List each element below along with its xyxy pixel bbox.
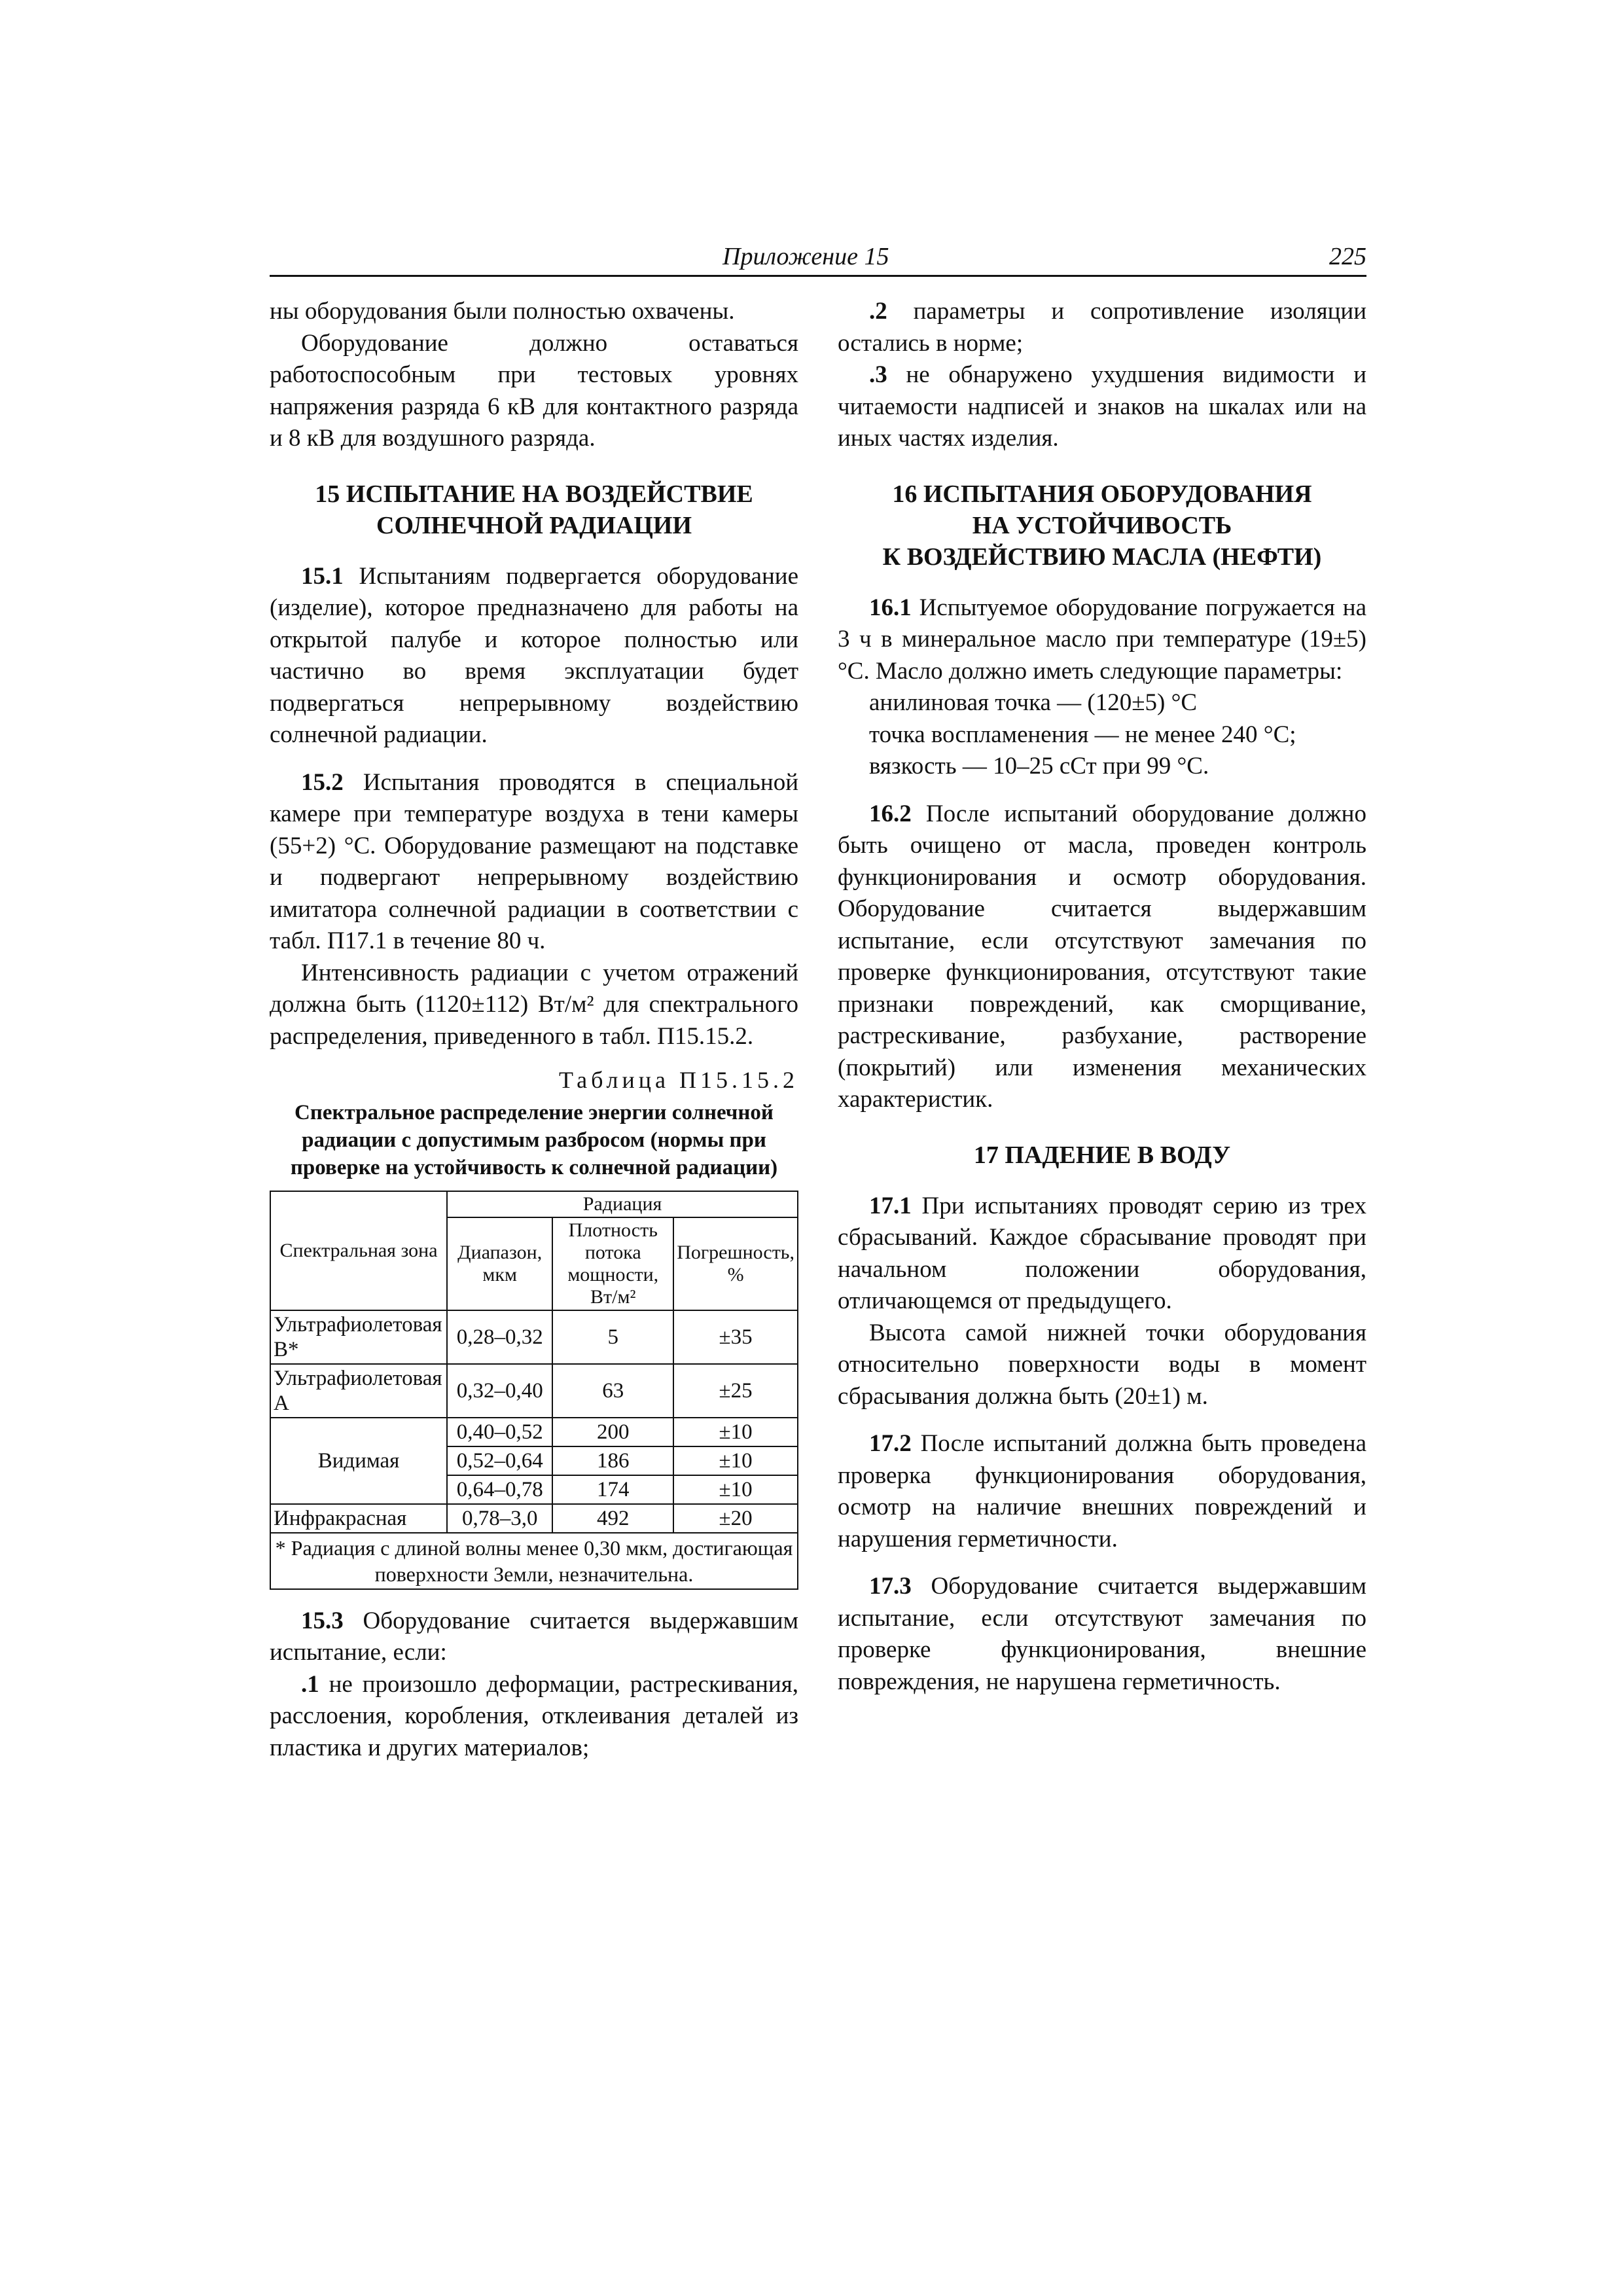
cell-range: 0,78–3,0 xyxy=(447,1504,552,1533)
table-caption: Таблица П15.15.2 xyxy=(559,1067,798,1093)
clause-text: При испытаниях проводят серию из трех сбрасываний. Каждое сбрасывание проводят при начальном положении оборудования, отличающемся от предыдущего. xyxy=(838,1192,1366,1314)
item-text: не обнаружено ухудшения видимости и читаемости надписей и знаков на шкалах или на иных частях изделия. xyxy=(838,361,1366,452)
cell-error: ±20 xyxy=(673,1504,798,1533)
table-footnote: * Радиация с длиной волны менее 0,30 мкм, достигающая поверхности Земли, незначительна. xyxy=(270,1533,798,1589)
table-row xyxy=(270,1418,798,1446)
item-number: .2 xyxy=(869,298,887,325)
cell-density: 63 xyxy=(552,1364,673,1418)
clause-number: 15.1 xyxy=(301,562,344,590)
cell-error: ±25 xyxy=(673,1364,798,1418)
clause-text: После испытаний оборудование должно быть очищено от масла, проведен контроль функционирования и осмотр оборудования. Оборудование считается выдержавшим испытание, если отсутствуют замечания по проверке функционирования, отсутствуют такие признаки повреждений, как сморщивание, растрескивание, разбухание, растворение (покрытий) или изменения механических характеристик. xyxy=(838,800,1366,1113)
cell-error: ±35 xyxy=(673,1310,798,1364)
parameter-flash-point: точка воспламенения — не менее 240 °C; xyxy=(869,721,1296,748)
cell-zone: Инфракрасная xyxy=(270,1504,447,1533)
cell-range: 0,32–0,40 xyxy=(447,1364,552,1418)
right-column xyxy=(838,296,1366,1698)
paragraph: ны оборудования были полностью охвачены. xyxy=(270,298,735,325)
paragraph: Интенсивность радиации с учетом отражений должна быть (1120±112) Вт/м² для спектрального распределения, приведенного в табл. П15.15.2. xyxy=(270,959,798,1050)
cell-error: ±10 xyxy=(673,1418,798,1446)
cell-zone: Ультрафиолетовая А xyxy=(270,1364,447,1418)
left-column xyxy=(270,296,798,1764)
paragraph-17-3 xyxy=(838,1571,1366,1698)
paragraph: Высота самой нижней точки оборудования относительно поверхности воды в момент сбрасывания должна быть (20±1) м. xyxy=(838,1319,1366,1410)
header-radiation: Радиация xyxy=(447,1191,798,1217)
item-number: .1 xyxy=(301,1670,319,1698)
cell-error: ±10 xyxy=(673,1446,798,1475)
cell-error: ±10 xyxy=(673,1475,798,1504)
list-item xyxy=(838,359,1366,455)
header-range: Диапазон, мкм xyxy=(447,1217,552,1310)
item-text: параметры и сопротивление изоляции остались в норме; xyxy=(838,298,1366,357)
heading-line: К ВОЗДЕЙСТВИЮ МАСЛА (НЕФТИ) xyxy=(882,543,1322,571)
cell-density: 5 xyxy=(552,1310,673,1364)
cell-density: 200 xyxy=(552,1418,673,1446)
item-text: не произошло деформации, растрескивания, расслоения, коробления, отклеивания деталей из пластика и других материалов; xyxy=(270,1670,798,1761)
header-density: Плотность потока мощности, Вт/м² xyxy=(552,1217,673,1310)
paragraph-15-1 xyxy=(270,561,798,751)
paragraph-15-2 xyxy=(270,767,798,958)
table-row xyxy=(270,1504,798,1533)
running-header xyxy=(270,242,1366,277)
parameter-viscosity: вязкость — 10–25 сСт при 99 °C. xyxy=(869,753,1209,780)
cell-range: 0,28–0,32 xyxy=(447,1310,552,1364)
heading-line: НА УСТОЙЧИВОСТЬ xyxy=(972,511,1232,539)
cell-range: 0,40–0,52 xyxy=(447,1418,552,1446)
clause-text: Оборудование считается выдержавшим испытание, если: xyxy=(270,1607,798,1666)
clause-number: 15.3 xyxy=(301,1607,344,1634)
table-title: Спектральное распределение энергии солнечной радиации с допустимым разбросом (нормы при проверке на устойчивость к солнечной радиации) xyxy=(290,1100,778,1179)
clause-text: Испытуемое оборудование погружается на 3 ч в минеральное масло при температуре (19±5) °C. Масло должно иметь следующие параметры: xyxy=(838,594,1366,685)
cell-zone: Видимая xyxy=(270,1418,447,1504)
paragraph-15-3 xyxy=(270,1605,798,1669)
spectral-table xyxy=(270,1191,798,1590)
page-number: 225 xyxy=(1329,243,1366,270)
list-item xyxy=(838,296,1366,359)
list-item xyxy=(270,1669,798,1765)
clause-text: Испытаниям подвергается оборудование (изделие), которое предназначено для работы на открытой палубе и которое полностью или частично во время эксплуатации будет подвергаться непрерывному воздействию солнечной радиации. xyxy=(270,562,798,748)
paragraph-17-1 xyxy=(838,1191,1366,1318)
clause-number: 15.2 xyxy=(301,768,344,796)
cell-range: 0,64–0,78 xyxy=(447,1475,552,1504)
clause-number: 16.2 xyxy=(869,800,912,827)
clause-text: Оборудование считается выдержавшим испытание, если отсутствуют замечания по проверке функционирования, внешние повреждения, не нарушена герметичность. xyxy=(838,1573,1366,1695)
heading-line: 16 ИСПЫТАНИЯ ОБОРУДОВАНИЯ xyxy=(892,480,1312,508)
header-zone: Спектральная зона xyxy=(270,1191,447,1310)
cell-range: 0,52–0,64 xyxy=(447,1446,552,1475)
clause-number: 17.3 xyxy=(869,1573,912,1600)
clause-text: После испытаний должна быть проведена проверка функционирования оборудования, осмотр на наличие внешних повреждений и нарушения герметичности. xyxy=(838,1430,1366,1552)
cell-density: 492 xyxy=(552,1504,673,1533)
clause-number: 17.2 xyxy=(869,1430,912,1457)
table-row xyxy=(270,1310,798,1364)
clause-number: 16.1 xyxy=(869,594,912,621)
paragraph-17-2 xyxy=(838,1428,1366,1555)
cell-density: 174 xyxy=(552,1475,673,1504)
parameter-aniline: анилиновая точка — (120±5) °C xyxy=(869,689,1198,716)
cell-zone: Ультрафиолетовая В* xyxy=(270,1310,447,1364)
paragraph: Оборудование должно оставаться работоспособным при тестовых уровнях напряжения разряда 6 кВ для контактного разряда и 8 кВ для воздушного разряда. xyxy=(270,329,798,452)
paragraph-16-2 xyxy=(838,798,1366,1116)
section-16-heading xyxy=(838,478,1366,573)
header-error: Погрешность, % xyxy=(673,1217,798,1310)
clause-number: 17.1 xyxy=(869,1192,912,1219)
section-15-heading: 15 ИСПЫТАНИЕ НА ВОЗДЕЙСТВИЕ СОЛНЕЧНОЙ РАДИАЦИИ xyxy=(315,480,753,539)
table-row xyxy=(270,1364,798,1418)
clause-text: Испытания проводятся в специальной камере при температуре воздуха в тени камеры (55+2) °C. Оборудование размещают на подставке и подвергают непрерывному воздействию имитатора солнечной радиации в соответствии с табл. П17.1 в течение 80 ч. xyxy=(270,768,798,954)
item-number: .3 xyxy=(869,361,887,388)
section-17-heading: 17 ПАДЕНИЕ В ВОДУ xyxy=(973,1141,1231,1169)
cell-density: 186 xyxy=(552,1446,673,1475)
paragraph-16-1 xyxy=(838,592,1366,688)
appendix-label: Приложение 15 xyxy=(722,243,889,270)
